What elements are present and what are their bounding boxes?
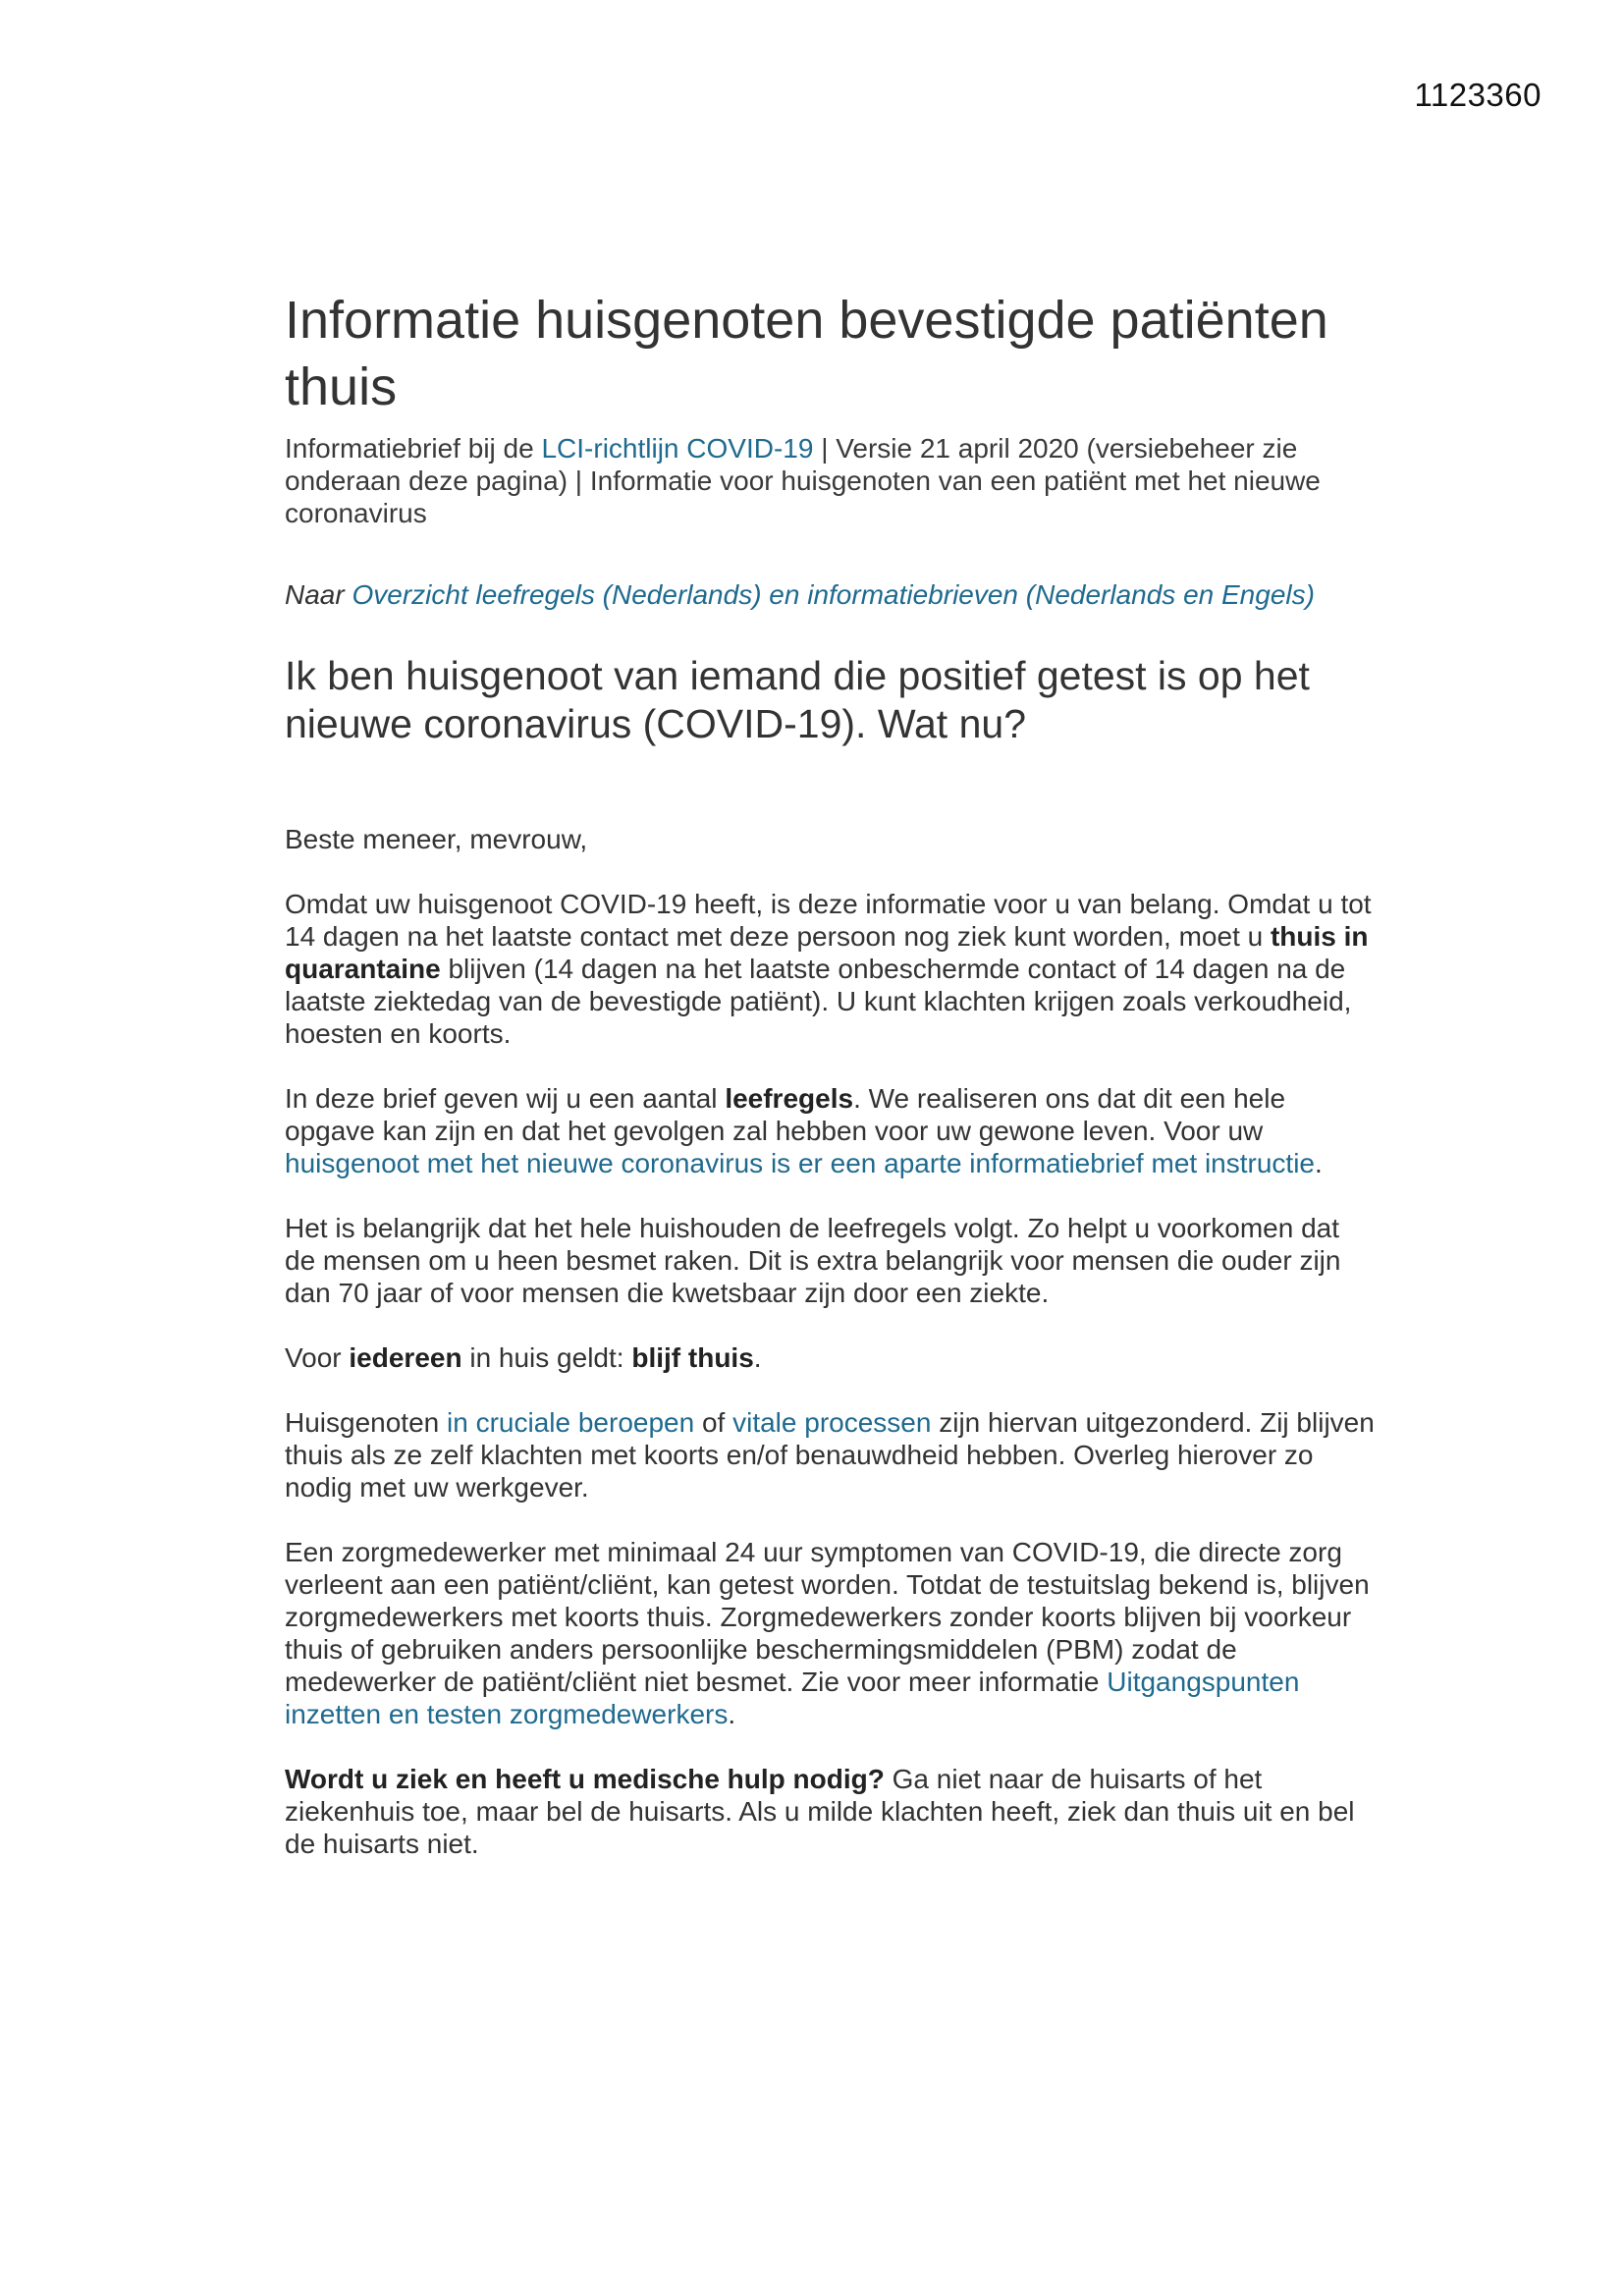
p2-text-a: In deze brief geven wij u een aantal <box>285 1083 726 1114</box>
subtitle <box>285 432 1375 529</box>
p5-text-b: of <box>694 1407 733 1438</box>
vital-processes-link[interactable]: vitale processen <box>732 1407 932 1438</box>
p4-bold-everyone: iedereen <box>349 1342 462 1373</box>
p4-text-b: in huis geldt: <box>461 1342 632 1373</box>
document-number: 1123360 <box>1414 77 1542 113</box>
p1-text-b: blijven (14 dagen na het laatste onbeschermde contact of 14 dagen na de laatste ziektedag van de bevestigde patiënt). U kunt klachten krijgen zoals verkoudheid, hoesten en koorts. <box>285 954 1352 1049</box>
paragraph-exceptions <box>285 1406 1375 1503</box>
p1-bold: thuis in quarantaine <box>285 921 1369 984</box>
p4-text-c: . <box>753 1342 762 1373</box>
p7-text-a: Ga niet naar de huisarts of het ziekenhuis toe, maar bel de huisarts. Als u milde klachten heeft, ziek dan thuis uit en bel de huisarts niet. <box>285 1764 1355 1859</box>
p2-text-b: . We realiseren ons dat dit een hele opgave kan zijn en dat het gevolgen zal hebben voor uw gewone leven. Voor uw <box>285 1083 1286 1146</box>
p6-text-b: . <box>728 1699 736 1729</box>
page-title: Informatie huisgenoten bevestigde patiënten thuis <box>285 291 1328 416</box>
p4-bold-stay-home: blijf thuis <box>631 1342 754 1373</box>
subtitle-prefix: Informatiebrief bij de <box>285 433 542 464</box>
greeting: Beste meneer, mevrouw, <box>285 824 588 854</box>
p5-text-c: zijn hiervan uitgezonderd. Zij blijven thuis als ze zelf klachten met koorts en/of benauwdheid hebben. Overleg hierover zo nodig met uw werkgever. <box>285 1407 1375 1503</box>
overview-link[interactable]: Overzicht leefregels (Nederlands) en informatiebrieven (Nederlands en Engels) <box>352 579 1315 610</box>
p4-text-a: Voor <box>285 1342 350 1373</box>
p2-bold: leefregels <box>725 1083 854 1114</box>
p6-text-a: Een zorgmedewerker met minimaal 24 uur symptomen van COVID-19, die directe zorg verleent aan een patiënt/cliënt, kan getest worden. Totdat de testuitslag bekend is, blijven zorgmedewerkers met koorts thuis. Zorgmedewerkers zonder koorts blijven bij voorkeur thuis of gebruiken anders persoonlijke beschermingsmiddelen (PBM) zodat de medewerker de patiënt/cliënt niet besmet. Zie voor meer informatie <box>285 1537 1370 1697</box>
p1-text-a: Omdat uw huisgenoot COVID-19 heeft, is deze informatie voor u van belang. Omdat u tot 14 dagen na het laatste contact met deze persoon nog ziek kunt worden, moet u <box>285 889 1372 952</box>
section-heading: Ik ben huisgenoot van iemand die positief getest is op het nieuwe coronavirus (COVID-19). Wat nu? <box>285 653 1310 746</box>
crucial-professions-link[interactable]: in cruciale beroepen <box>447 1407 695 1438</box>
overview-navigation <box>285 578 1375 611</box>
paragraph-care-workers <box>285 1536 1375 1730</box>
patient-infoletter-link[interactable]: huisgenoot met het nieuwe coronavirus is er een aparte informatiebrief met instructie <box>285 1148 1315 1178</box>
care-workers-testing-link[interactable]: Uitgangspunten inzetten en testen zorgmedewerkers <box>285 1667 1300 1729</box>
paragraph-stay-home <box>285 1341 1375 1374</box>
paragraph-household: Het is belangrijk dat het hele huishouden de leefregels volgt. Zo helpt u voorkomen dat de mensen om u heen besmet raken. Dit is extra belangrijk voor mensen die ouder zijn dan 70 jaar of voor mensen die kwetsbaar zijn door een ziekte. <box>285 1213 1341 1308</box>
naar-prefix: Naar <box>285 579 352 610</box>
p7-bold: Wordt u ziek en heeft u medische hulp nodig? <box>285 1764 885 1794</box>
document-body <box>285 287 1375 1860</box>
p2-text-c: . <box>1315 1148 1323 1178</box>
lci-guideline-link[interactable]: LCI-richtlijn COVID-19 <box>541 433 814 464</box>
paragraph-medical-help <box>285 1763 1375 1860</box>
paragraph-quarantine <box>285 888 1375 1050</box>
paragraph-leefregels <box>285 1082 1375 1179</box>
subtitle-suffix: | Versie 21 april 2020 (versiebeheer zie onderaan deze pagina) | Informatie voor huisgenoten van een patiënt met het nieuwe coronavirus <box>285 433 1321 528</box>
p5-text-a: Huisgenoten <box>285 1407 448 1438</box>
